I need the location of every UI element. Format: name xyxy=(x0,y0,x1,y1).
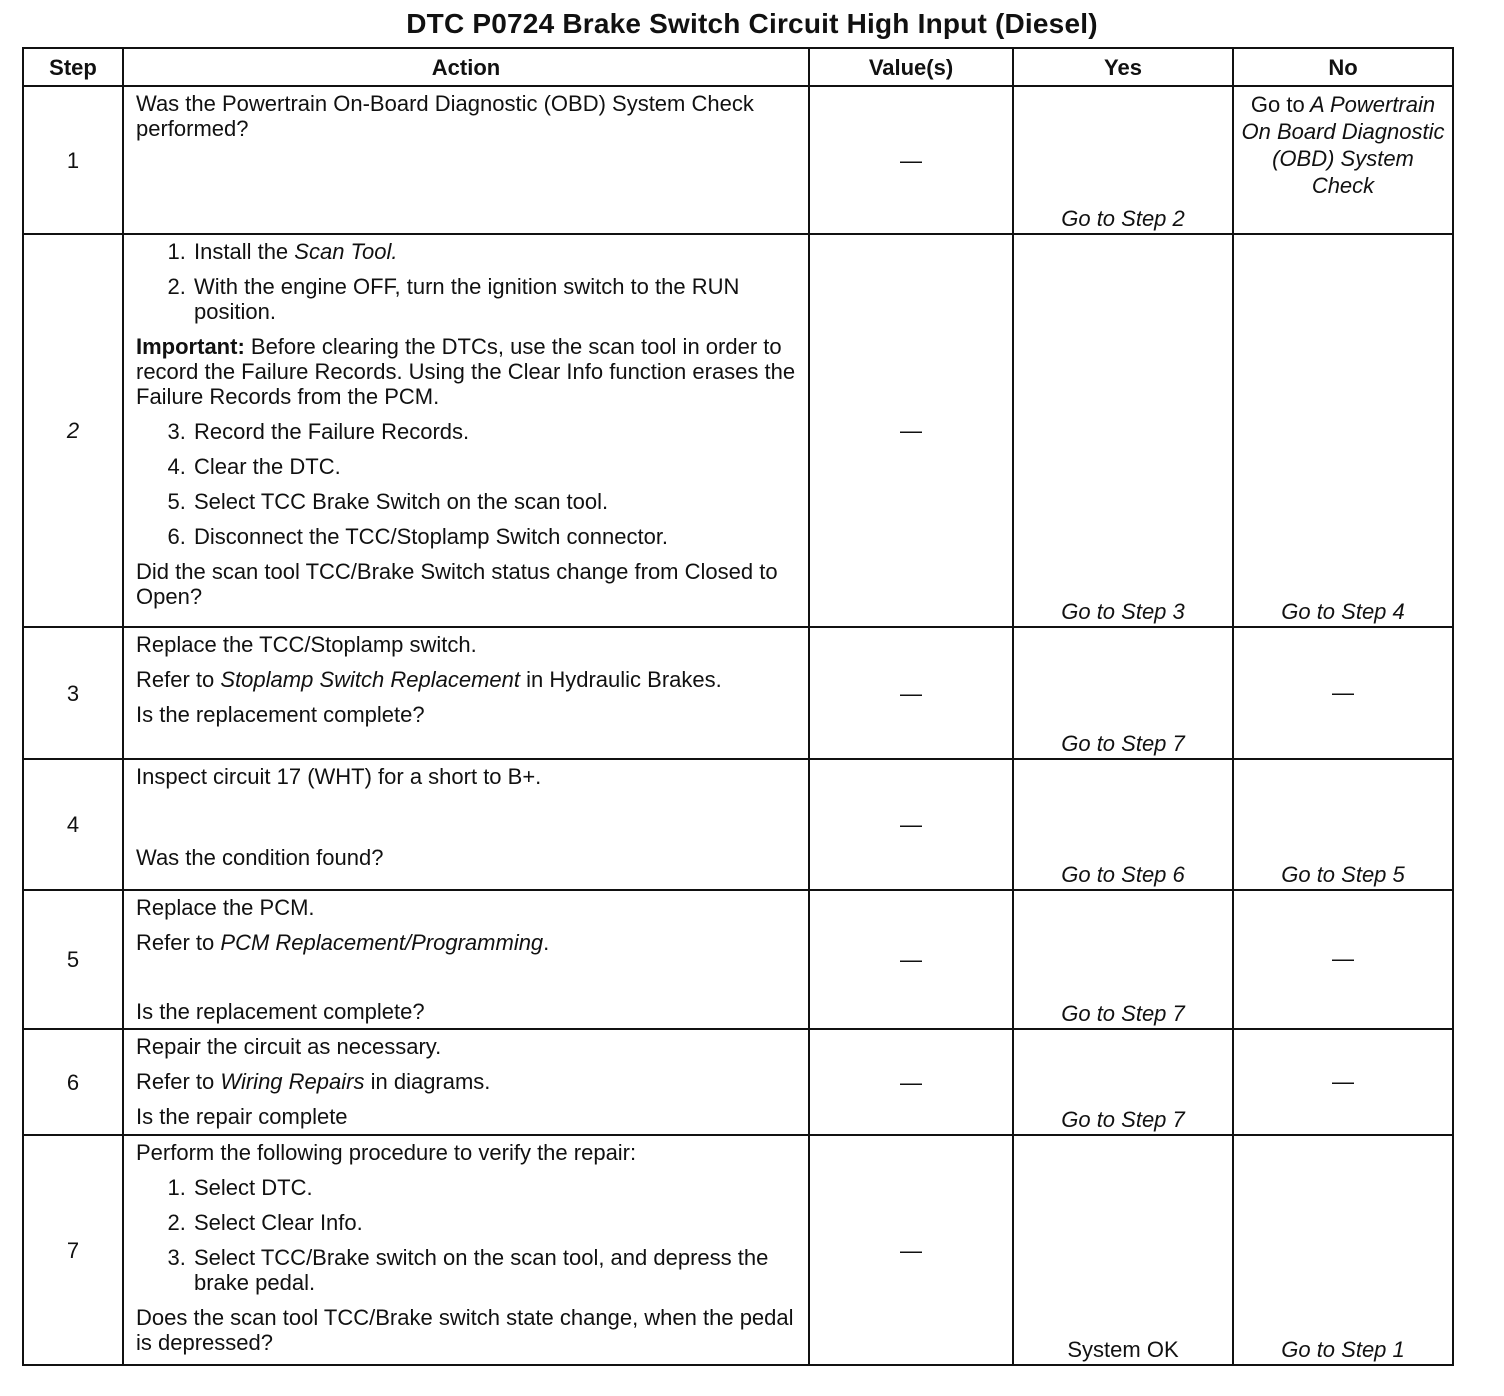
action-cell xyxy=(123,759,809,890)
value-cell: — xyxy=(809,234,1013,627)
yes-cell: Go to Step 7 xyxy=(1013,627,1233,759)
step-number: 6 xyxy=(23,1029,123,1135)
no-cell: Go to Step 4 xyxy=(1233,234,1453,627)
step-number: 1 xyxy=(23,86,123,234)
action-question: Is the replacement complete? xyxy=(136,702,425,727)
table-header-row xyxy=(23,48,1453,86)
header-yes: Yes xyxy=(1013,48,1233,86)
table-row xyxy=(23,1029,1453,1135)
yes-cell: System OK xyxy=(1013,1135,1233,1365)
step-number: 3 xyxy=(23,627,123,759)
step-number: 7 xyxy=(23,1135,123,1365)
list-item: 2. With the engine OFF, turn the ignition switch to the RUN position. xyxy=(192,274,798,324)
important-note: Important: Before clearing the DTCs, use the scan tool in order to record the Failure Records. Using the Clear Info function erases the Failure Records from the PCM. xyxy=(136,334,796,409)
table-row xyxy=(23,627,1453,759)
table-row xyxy=(23,234,1453,627)
action-cell xyxy=(123,890,809,1029)
action-text: Replace the PCM. xyxy=(136,895,315,920)
action-cell xyxy=(123,86,809,234)
value-cell: — xyxy=(809,1135,1013,1365)
action-cell xyxy=(123,1135,809,1365)
list-item: 6. Disconnect the TCC/Stoplamp Switch connector. xyxy=(192,524,798,549)
refer-text: Refer to Stoplamp Switch Replacement in Hydraulic Brakes. xyxy=(136,667,722,692)
yes-cell: Go to Step 7 xyxy=(1013,890,1233,1029)
value-cell: — xyxy=(809,86,1013,234)
value-cell: — xyxy=(809,759,1013,890)
yes-cell: Go to Step 6 xyxy=(1013,759,1233,890)
yes-cell: Go to Step 3 xyxy=(1013,234,1233,627)
action-question: Did the scan tool TCC/Brake Switch status change from Closed to Open? xyxy=(136,559,778,609)
action-cell xyxy=(123,234,809,627)
action-question: Does the scan tool TCC/Brake switch state change, when the pedal is depressed? xyxy=(136,1305,794,1355)
action-text: Inspect circuit 17 (WHT) for a short to B+. xyxy=(136,764,542,789)
step-number: 4 xyxy=(23,759,123,890)
no-prefix: Go to xyxy=(1250,92,1305,117)
value-cell: — xyxy=(809,1029,1013,1135)
action-cell xyxy=(123,1029,809,1135)
action-question: Was the condition found? xyxy=(136,845,384,870)
header-no: No xyxy=(1233,48,1453,86)
header-values: Value(s) xyxy=(809,48,1013,86)
header-step: Step xyxy=(23,48,123,86)
header-action: Action xyxy=(123,48,809,86)
list-item: 4. Clear the DTC. xyxy=(192,454,798,479)
no-cell: — xyxy=(1233,890,1453,1029)
page-title: DTC P0724 Brake Switch Circuit High Input (Diesel) xyxy=(406,8,1098,39)
action-text: Was the Powertrain On-Board Diagnostic (OBD) System Check performed? xyxy=(136,91,754,141)
table-row xyxy=(23,759,1453,890)
yes-cell: Go to Step 2 xyxy=(1013,86,1233,234)
table-row xyxy=(23,890,1453,1029)
step-number: 2 xyxy=(23,234,123,627)
no-cell: — xyxy=(1233,1029,1453,1135)
value-cell: — xyxy=(809,890,1013,1029)
list-item: 1. Select DTC. xyxy=(192,1175,798,1200)
table-row xyxy=(23,86,1453,234)
action-cell xyxy=(123,627,809,759)
action-text: Replace the TCC/Stoplamp switch. xyxy=(136,632,477,657)
list-item: 3. Record the Failure Records. xyxy=(192,419,798,444)
action-question: Is the replacement complete? xyxy=(136,999,425,1024)
yes-cell: Go to Step 7 xyxy=(1013,1029,1233,1135)
action-question: Is the repair complete xyxy=(136,1104,348,1129)
no-cell: Go to Step 5 xyxy=(1233,759,1453,890)
list-item: 3. Select TCC/Brake switch on the scan tool, and depress the brake pedal. xyxy=(192,1245,798,1295)
no-cell xyxy=(1233,86,1453,234)
procedure-list xyxy=(136,419,798,549)
action-text: Repair the circuit as necessary. xyxy=(136,1034,442,1059)
procedure-list xyxy=(136,1175,798,1295)
procedure-list xyxy=(136,239,798,324)
refer-text: Refer to PCM Replacement/Programming. xyxy=(136,930,550,955)
refer-text: Refer to Wiring Repairs in diagrams. xyxy=(136,1069,491,1094)
list-item: 2. Select Clear Info. xyxy=(192,1210,798,1235)
table-row xyxy=(23,1135,1453,1365)
no-link: A Powertrain On Board Diagnostic (OBD) System Check xyxy=(1241,92,1445,198)
step-number: 5 xyxy=(23,890,123,1029)
no-cell: Go to Step 1 xyxy=(1233,1135,1453,1365)
list-item: 5. Select TCC Brake Switch on the scan tool. xyxy=(192,489,798,514)
important-label: Important: xyxy=(136,334,245,359)
value-cell: — xyxy=(809,627,1013,759)
diagnostic-table xyxy=(22,47,1454,1366)
no-cell: — xyxy=(1233,627,1453,759)
action-text: Perform the following procedure to verify the repair: xyxy=(136,1140,637,1165)
list-item: 1. Install the Scan Tool. xyxy=(192,239,798,264)
